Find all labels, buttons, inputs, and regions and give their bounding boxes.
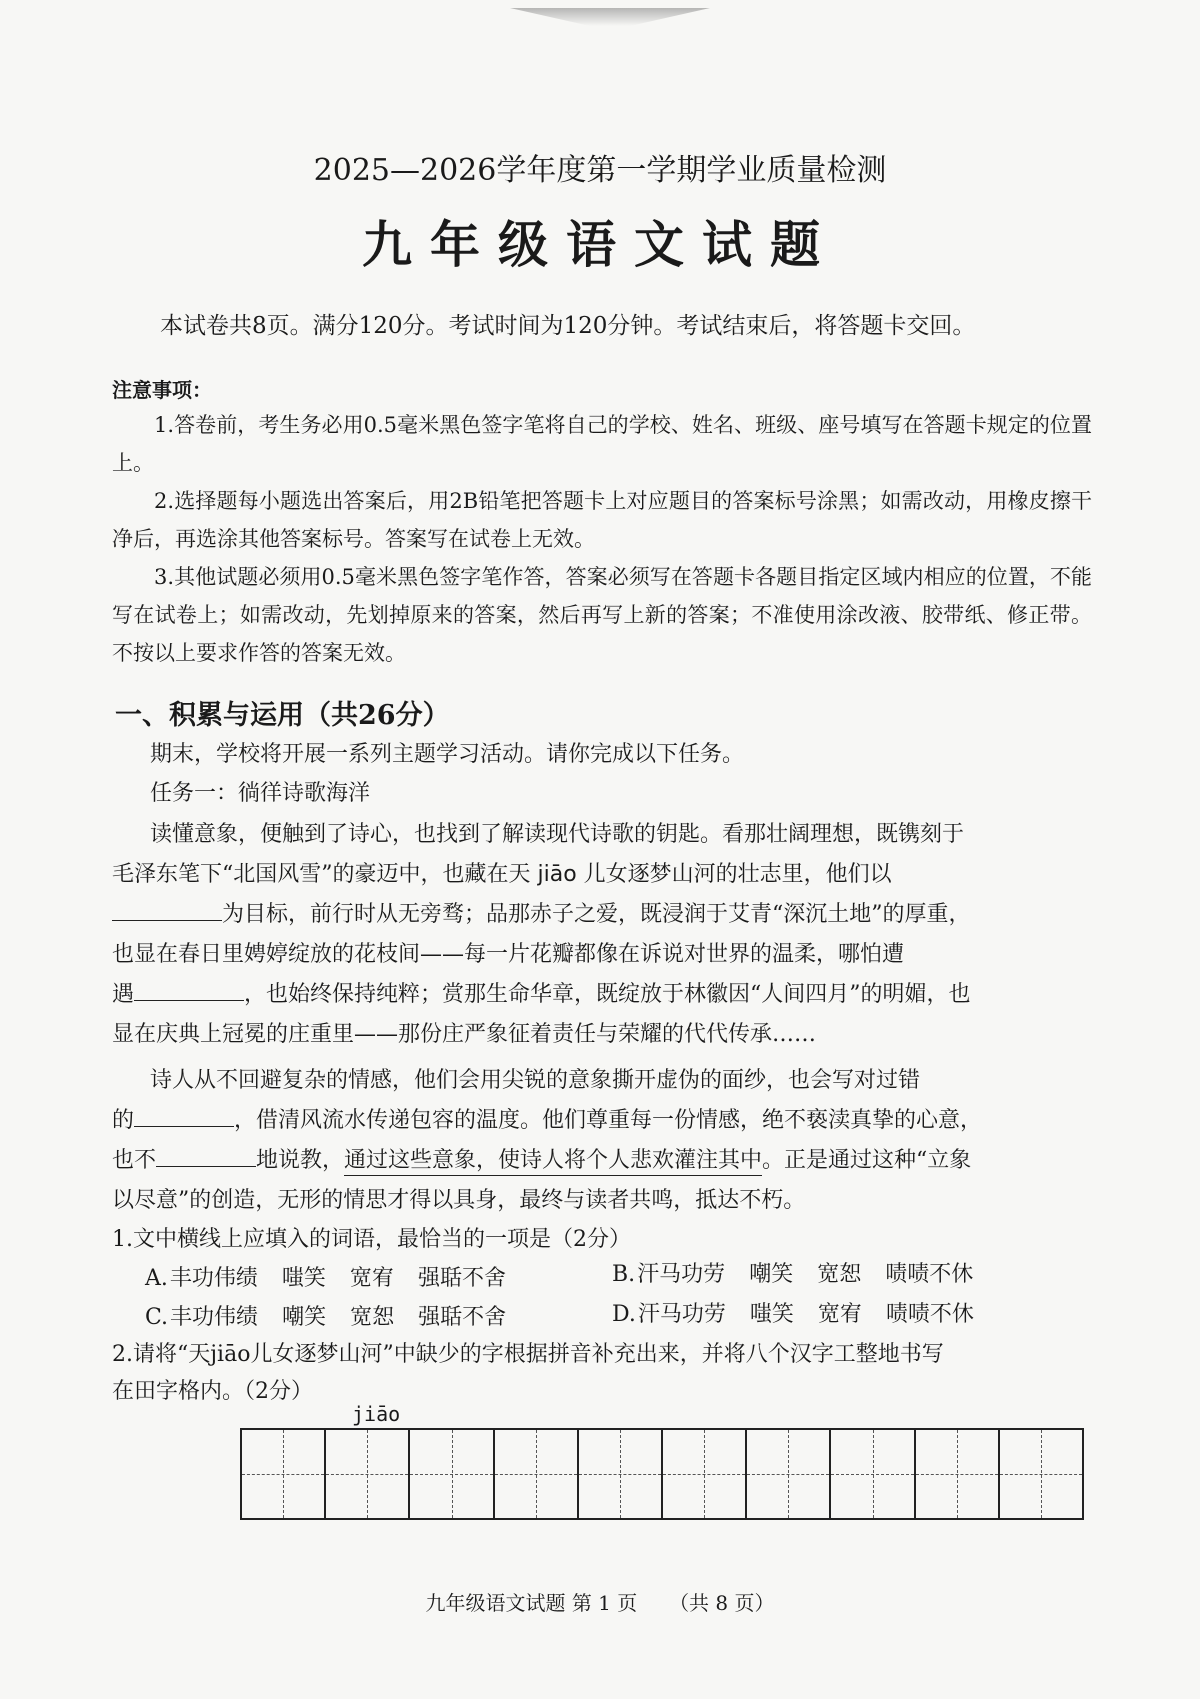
passage-text: 的 [112,1108,135,1133]
option-word: 啧啧不休 [885,1262,974,1287]
scan-artifact [510,8,710,26]
option-a[interactable] [145,1261,530,1292]
option-word: 宽宥 [349,1266,394,1291]
footer-page: 九年级语文试题 第 1 页 [425,1591,638,1615]
passage-text: 毛泽东笔下“北国风雪”的豪迈中，也藏在天 [112,862,538,887]
grid-cell[interactable] [579,1430,663,1518]
passage-text: 。正是通过这种“立象 [762,1148,972,1173]
passage-line: 以尽意”的创造，无形的情思才得以具身，最终与读者共鸣，抵达不朽。 [112,1188,806,1213]
option-word: 宽宥 [817,1302,862,1327]
grid-pinyin-label: jiāo [352,1402,401,1426]
fill-blank-2 [134,980,244,1001]
option-label: C. [145,1305,169,1330]
grid-cell[interactable] [1000,1430,1082,1518]
passage-text: 为目标，前行时从无旁骛；品那赤子之爱，既浸润于艾青“深沉土地”的厚重， [222,902,971,927]
option-word: 汗马功劳 [637,1262,726,1287]
passage-text: 遇 [112,982,135,1007]
passage-text: 也不 [112,1148,157,1173]
passage-line [112,897,971,928]
passage-line [112,977,971,1008]
passage-text: ，借清风流水传递包容的温度。他们尊重每一份情感，绝不亵渎真挚的心意， [234,1108,983,1133]
fill-blank-1 [112,900,222,921]
option-word: 丰功伟绩 [169,1266,258,1291]
question-2: 2.请将“天jiāo儿女逐梦山河”中缺少的字根据拼音补充出来，并将八个汉字工整地书写 [112,1342,944,1367]
passage-line: 诗人从不回避复杂的情感，他们会用尖锐的意象撕开虚伪的面纱，也会写对过错 [150,1068,921,1093]
passage-text: 儿女逐梦山河的壮志里，他们以 [576,862,892,887]
tianzige-grid[interactable] [240,1428,1084,1520]
page-footer [0,1587,1200,1616]
note-item-3: 3.其他试题必须用0.5毫米黑色签字笔作答，答案必须写在答题卡各题目指定区域内相应的位置，不能写在试卷上；如需改动，先划掉原来的答案，然后再写上新的答案；不准使用涂改液、胶带纸、修正带。不按以上要求作答的答案无效。 [112,565,1092,665]
passage-line: 显在庆典上冠冕的庄重里——那份庄严象征着责任与荣耀的代代传承…… [112,1022,817,1047]
pinyin-text: jiāo [537,862,577,887]
task-heading: 任务一：徜徉诗歌海洋 [150,781,371,806]
passage-text: ，也始终保持纯粹；赏那生命华章，既绽放于林徽因“人间四月”的明媚，也 [244,982,971,1007]
option-word: 强聒不舍 [417,1266,506,1291]
passage-line [112,857,892,888]
underlined-sentence: 通过这些意象，使诗人将个人悲欢灌注其中 [344,1148,762,1176]
question-2-cont: 在田字格内。（2分） [112,1379,313,1404]
passage-line [112,1103,982,1134]
option-word: 嗤笑 [281,1266,326,1291]
grid-cell[interactable] [831,1430,915,1518]
option-word: 嗤笑 [749,1302,794,1327]
grid-cell[interactable] [747,1430,831,1518]
option-word: 汗马功劳 [637,1302,726,1327]
exam-title: 九年级语文试题 [362,215,838,274]
option-word: 宽恕 [350,1305,395,1330]
option-label: A. [145,1266,168,1291]
option-b[interactable] [612,1257,997,1288]
fill-blank-3 [134,1106,234,1127]
section-heading: 一、积累与运用（共26分） [115,700,450,731]
grid-cell[interactable] [495,1430,579,1518]
passage-line [112,1143,971,1174]
exam-intro: 本试卷共8页。满分120分。考试时间为120分钟。考试结束后，将答题卡交回。 [160,313,976,339]
grid-cell[interactable] [326,1430,410,1518]
passage-line: 也显在春日里娉婷绽放的花枝间——每一片花瓣都像在诉说对世界的温柔，哪怕遭 [112,942,905,967]
option-word: 啧啧不休 [885,1302,974,1327]
option-label: B. [612,1262,636,1287]
note-item-2: 2.选择题每小题选出答案后，用2B铅笔把答题卡上对应题目的答案标号涂黑；如需改动，用橡皮擦干净后，再选涂其他答案标号。答案写在试卷上无效。 [112,489,1092,551]
grid-cell[interactable] [916,1430,1000,1518]
fill-blank-4 [156,1146,256,1167]
option-d[interactable] [612,1297,998,1328]
option-word: 嘲笑 [282,1305,327,1330]
notes-heading: 注意事项： [112,378,212,402]
option-c[interactable] [145,1300,530,1331]
question-1: 1.文中横线上应填入的词语，最恰当的一项是（2分） [112,1227,631,1252]
option-word: 宽恕 [817,1262,862,1287]
option-label: D. [612,1302,636,1327]
option-word: 强聒不舍 [418,1305,507,1330]
grid-cell[interactable] [242,1430,326,1518]
passage-text: 地说教， [256,1148,345,1173]
grid-cell[interactable] [410,1430,494,1518]
grid-cell[interactable] [663,1430,747,1518]
passage-line: 读懂意象，便触到了诗心，也找到了解读现代诗歌的钥匙。看那壮阔理想，既镌刻于 [150,822,965,847]
note-item-1: 1.答卷前，考生务必用0.5毫米黑色签字笔将自己的学校、姓名、班级、座号填写在答题卡规定的位置上。 [112,413,1092,475]
option-word: 嘲笑 [749,1262,794,1287]
section-lead: 期末，学校将开展一系列主题学习活动。请你完成以下任务。 [150,742,745,767]
option-word: 丰功伟绩 [170,1305,259,1330]
exam-subtitle: 2025—2026学年度第一学期学业质量检测 [313,153,887,188]
footer-total: （共 8 页） [669,1591,775,1615]
